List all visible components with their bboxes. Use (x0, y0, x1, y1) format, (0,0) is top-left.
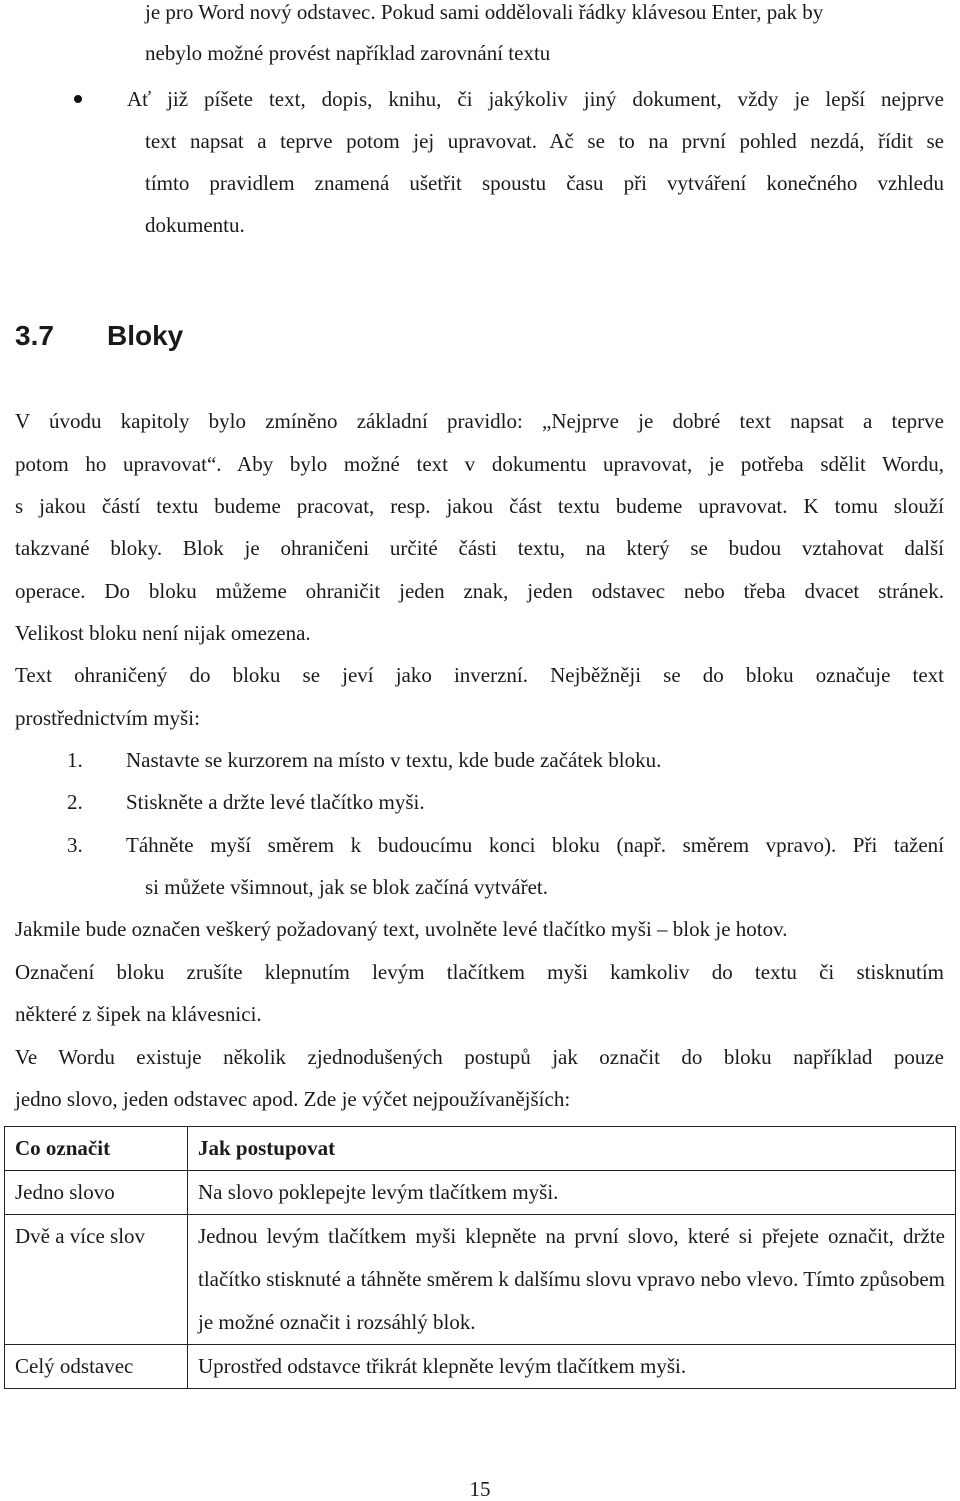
paragraph-1-line-2: potom ho upravovat“. Aby bylo možné text v dokumentu upravovat, je potřeba sdělit Wordu, (15, 452, 944, 476)
paragraph-1-line-6: Velikost bloku není nijak omezena. (15, 621, 311, 645)
table-header-how: Jak postupovat (188, 1127, 956, 1171)
table-cell-what: Jedno slovo (5, 1171, 188, 1215)
section-title: Bloky (107, 320, 184, 351)
step-1-number: 1. (67, 748, 83, 772)
step-3-number: 3. (67, 833, 83, 857)
table-cell-how: Uprostřed odstavce třikrát klepněte levým tlačítkem myši. (188, 1345, 956, 1389)
table-cell-what: Celý odstavec (5, 1345, 188, 1389)
bullet-line-1: Ať již píšete text, dopis, knihu, či jakýkoliv jiný dokument, vždy je lepší nejprve (127, 87, 944, 111)
bullet-line-3: tímto pravidlem znamená ušetřit spoustu času při vytváření konečného vzhledu (145, 171, 944, 195)
section-heading (15, 319, 183, 353)
step-1-text: Nastavte se kurzorem na místo v textu, kde bude začátek bloku. (126, 748, 662, 772)
paragraph-5-line-2: jedno slovo, jeden odstavec apod. Zde je výčet nejpoužívanějších: (15, 1087, 571, 1111)
bullet-icon (74, 95, 82, 103)
page-number: 15 (469, 1477, 491, 1501)
table-row (5, 1345, 956, 1389)
paragraph-1-line-4: takzvané bloky. Blok je ohraničeni určité části textu, na který se budou vztahovat další (15, 536, 944, 560)
paragraph-5-line-1: Ve Wordu existuje několik zjednodušených postupů jak označit do bloku například pouze (15, 1045, 944, 1069)
paragraph-1-line-5: operace. Do bloku můžeme ohraničit jeden znak, jeden odstavec nebo třeba dvacet stránek. (15, 579, 944, 603)
table-row (5, 1215, 956, 1345)
table-header-what: Co označit (5, 1127, 188, 1171)
bullet-line-2: text napsat a teprve potom jej upravovat. Ač se to na první pohled nezdá, řídit se (145, 129, 944, 153)
intro-line-2: nebylo možné provést například zarovnání textu (145, 41, 551, 65)
table-cell-what: Dvě a více slov (5, 1215, 188, 1345)
paragraph-4-line-2: některé z šipek na klávesnici. (15, 1002, 262, 1026)
selection-methods-table (4, 1126, 956, 1389)
table-cell-how: Jednou levým tlačítkem myši klepněte na první slovo, které si přejete označit, držte tlačítko stisknuté a táhněte směrem k dalšímu slovu vpravo nebo vlevo. Tímto způsobem je možné označit i rozsáhlý blok. (188, 1215, 956, 1345)
step-3-continuation: si můžete všimnout, jak se blok začíná vytvářet. (145, 875, 548, 899)
step-3-text: Táhněte myší směrem k budoucímu konci bloku (např. směrem vpravo). Při tažení (126, 833, 944, 857)
paragraph-4-line-1: Označení bloku zrušíte klepnutím levým tlačítkem myši kamkoliv do textu či stisknutím (15, 960, 944, 984)
paragraph-1-line-1: V úvodu kapitoly bylo zmíněno základní pravidlo: „Nejprve je dobré text napsat a teprve (15, 409, 944, 433)
paragraph-2-line-1: Text ohraničený do bloku se jeví jako inverzní. Nejběžněji se do bloku označuje text (15, 663, 944, 687)
paragraph-1-line-3: s jakou částí textu budeme pracovat, resp. jakou část textu budeme upravovat. K tomu slouží (15, 494, 944, 518)
intro-line-1: je pro Word nový odstavec. Pokud sami oddělovali řádky klávesou Enter, pak by (145, 0, 824, 24)
step-2-number: 2. (67, 790, 83, 814)
step-2-text: Stiskněte a držte levé tlačítko myši. (126, 790, 425, 814)
bullet-line-4: dokumentu. (145, 213, 245, 237)
paragraph-2-line-2: prostřednictvím myši: (15, 706, 200, 730)
table-cell-how: Na slovo poklepejte levým tlačítkem myši. (188, 1171, 956, 1215)
table-row (5, 1171, 956, 1215)
paragraph-3: Jakmile bude označen veškerý požadovaný text, uvolněte levé tlačítko myši – blok je hotov. (15, 917, 788, 941)
table-header-row (5, 1127, 956, 1171)
section-number: 3.7 (15, 320, 54, 351)
